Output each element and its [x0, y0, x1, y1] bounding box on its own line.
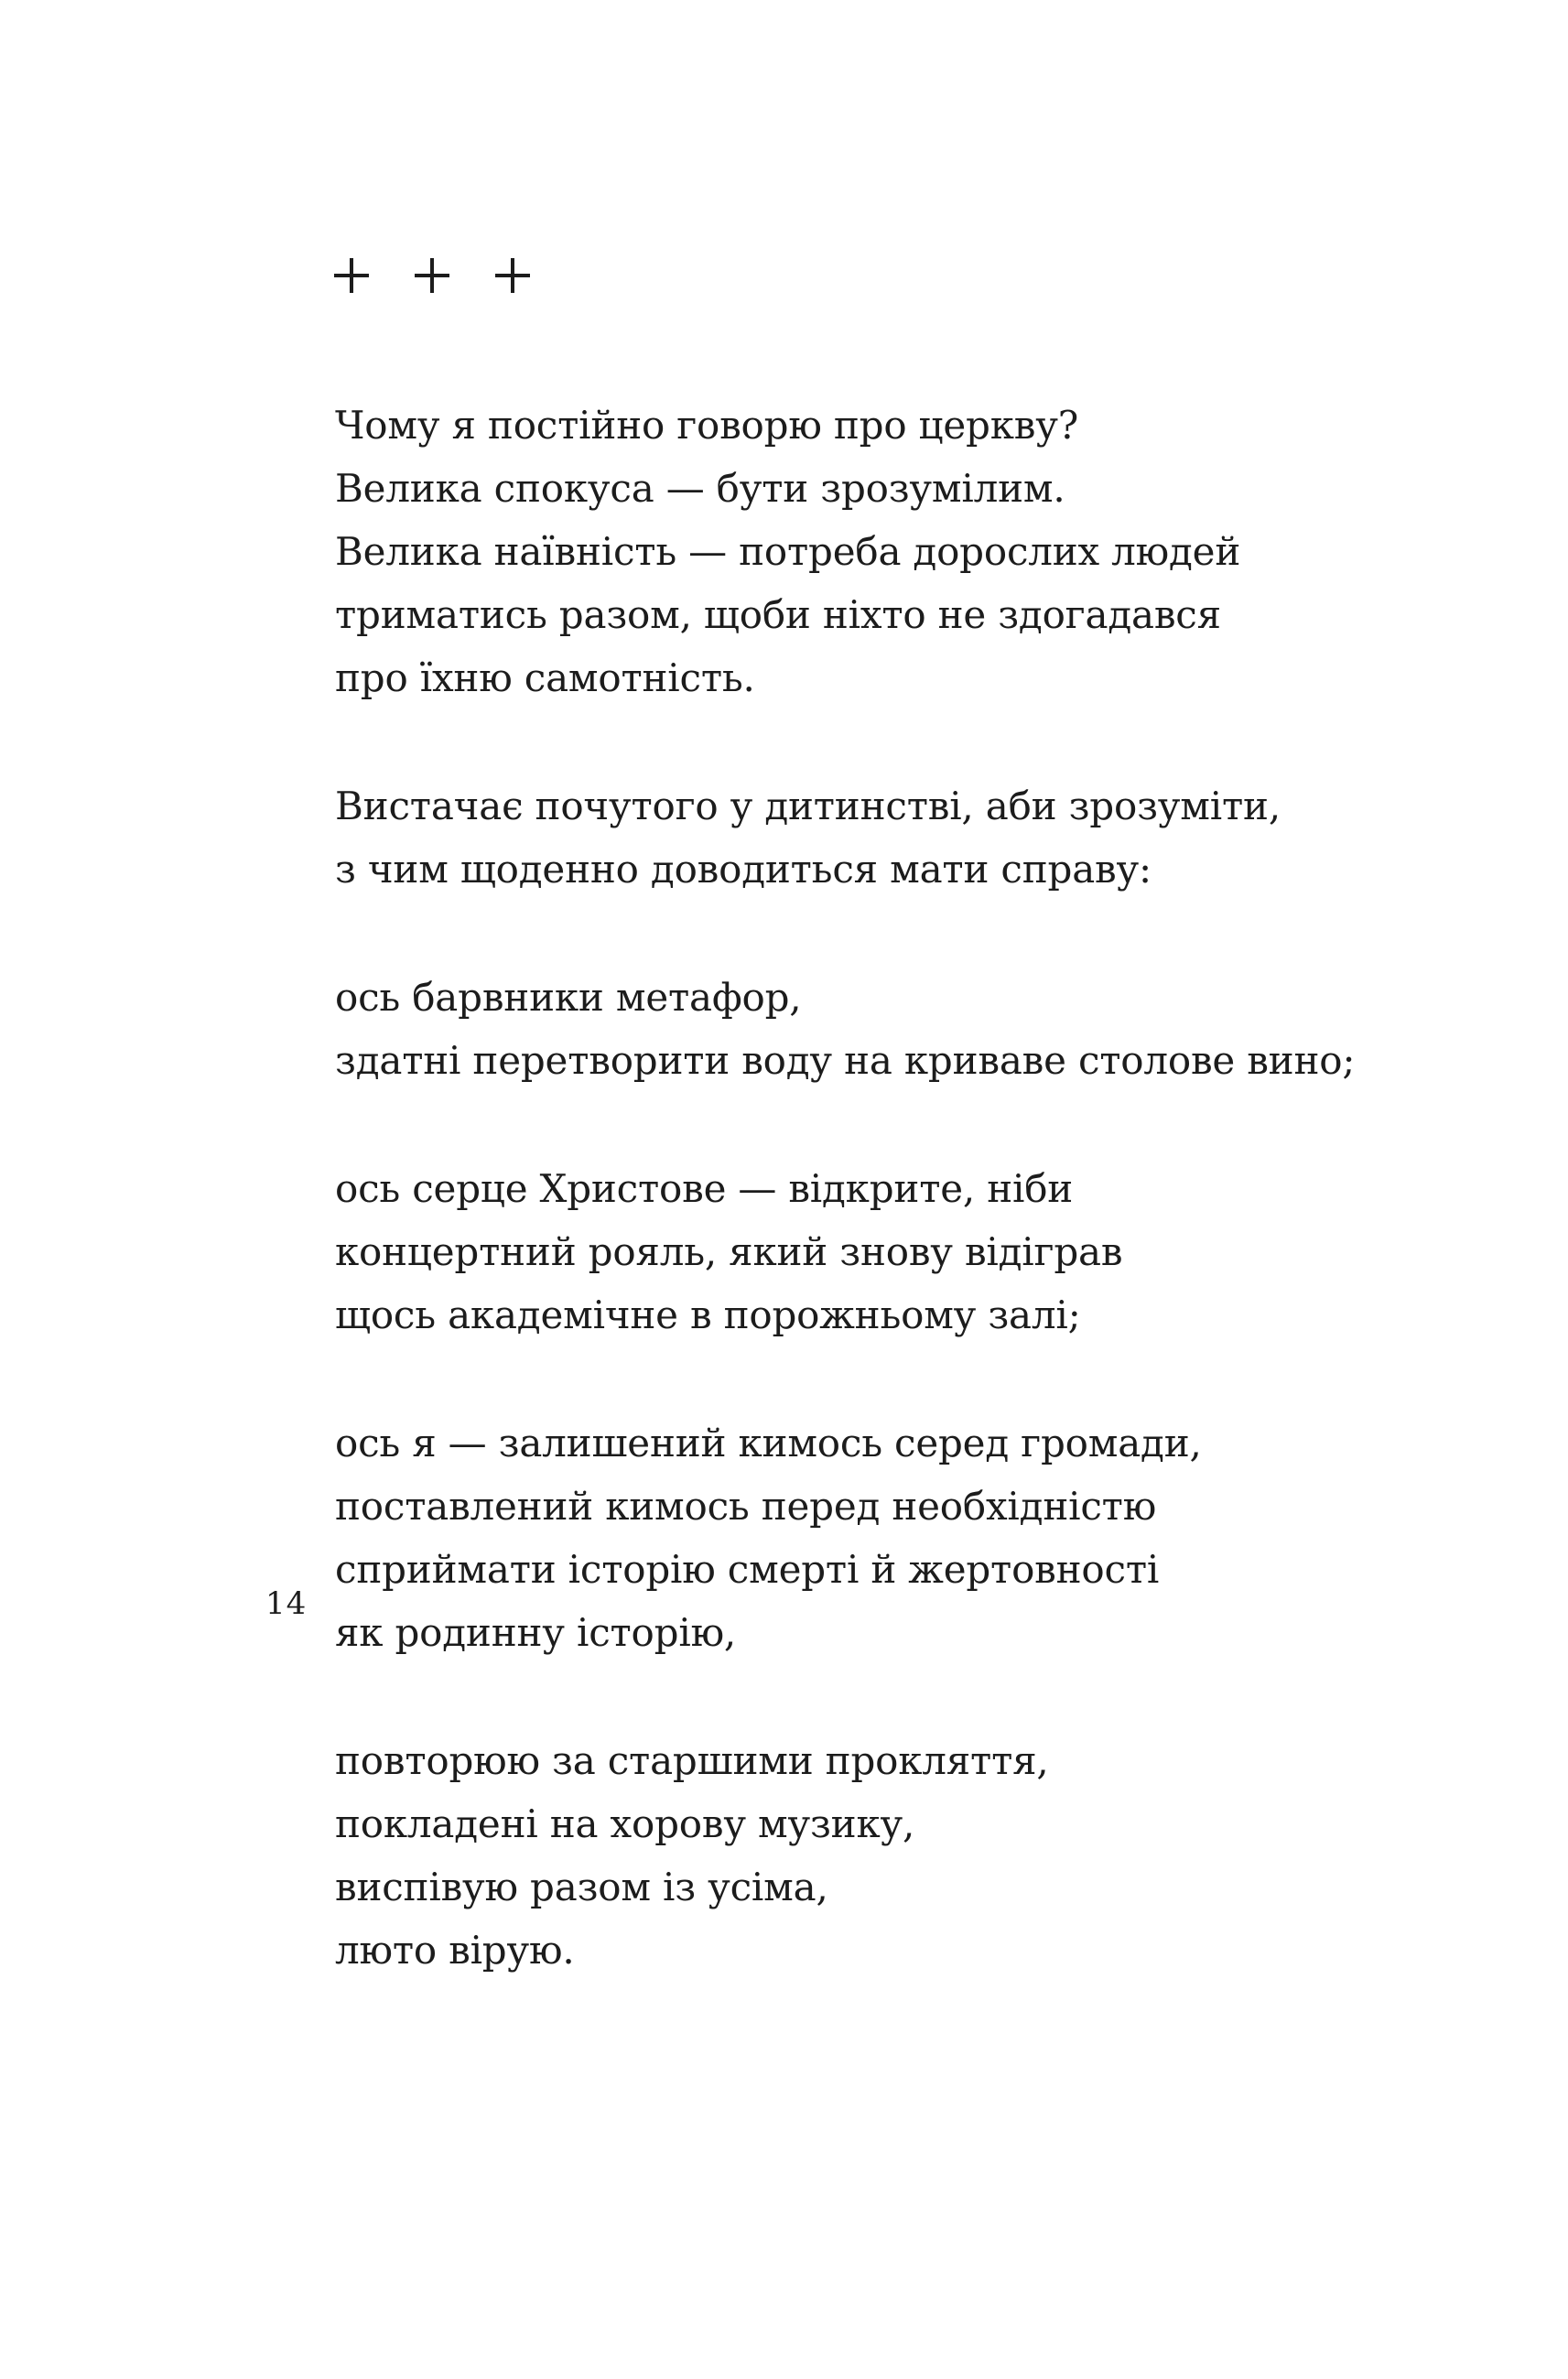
- poem-line: щось академічне в порожньому залі;: [335, 1292, 1081, 1337]
- poem-line: Велика спокуса — бути зрозумілим.: [335, 466, 1065, 511]
- poem-line: поставлений кимось перед необхідністю: [335, 1484, 1157, 1529]
- poem-line: виспівую разом із усіма,: [335, 1865, 828, 1909]
- page-number: 14: [265, 1585, 308, 1622]
- cross-icon: [415, 258, 449, 293]
- poem-line: здатні перетворити воду на криваве столове вино;: [335, 1038, 1356, 1083]
- stanza: [335, 1411, 1388, 1664]
- poem-line: Велика наївність — потреба дорослих людей: [335, 529, 1241, 574]
- section-ornament: [334, 258, 530, 293]
- poem-line: Чому я постійно говорю про церкву?: [335, 403, 1079, 448]
- stanza: [335, 1729, 1388, 1982]
- poem-line: як родинну історію,: [335, 1610, 737, 1655]
- poem-line: концертний рояль, який знову відіграв: [335, 1229, 1123, 1274]
- poem-line: ось серце Христове — відкрите, ніби: [335, 1166, 1074, 1211]
- poem-line: сприймати історію смерті й жертовності: [335, 1547, 1160, 1592]
- poem-line: люто вірую.: [335, 1928, 575, 1973]
- poem-line: про їхню самотність.: [335, 655, 755, 700]
- poem-line: покладені на хорову музику,: [335, 1801, 915, 1846]
- poem-line: повторюю за старшими прокляття,: [335, 1738, 1049, 1783]
- cross-icon: [495, 258, 530, 293]
- poem-line: ось барвники метафор,: [335, 975, 802, 1020]
- cross-icon: [334, 258, 369, 293]
- stanza: [335, 966, 1388, 1092]
- poem-line: з чим щоденно доводиться мати справу:: [335, 847, 1152, 892]
- poem-line: ось я — залишений кимось серед громади,: [335, 1421, 1202, 1465]
- stanza: [335, 774, 1388, 901]
- poem-line: Вистачає почутого у дитинстві, аби зрозуміти,: [335, 784, 1281, 828]
- stanza: [335, 1157, 1388, 1346]
- poem-line: триматись разом, щоби ніхто не здогадався: [335, 592, 1221, 637]
- poem: [335, 394, 1388, 2047]
- stanza: [335, 394, 1388, 709]
